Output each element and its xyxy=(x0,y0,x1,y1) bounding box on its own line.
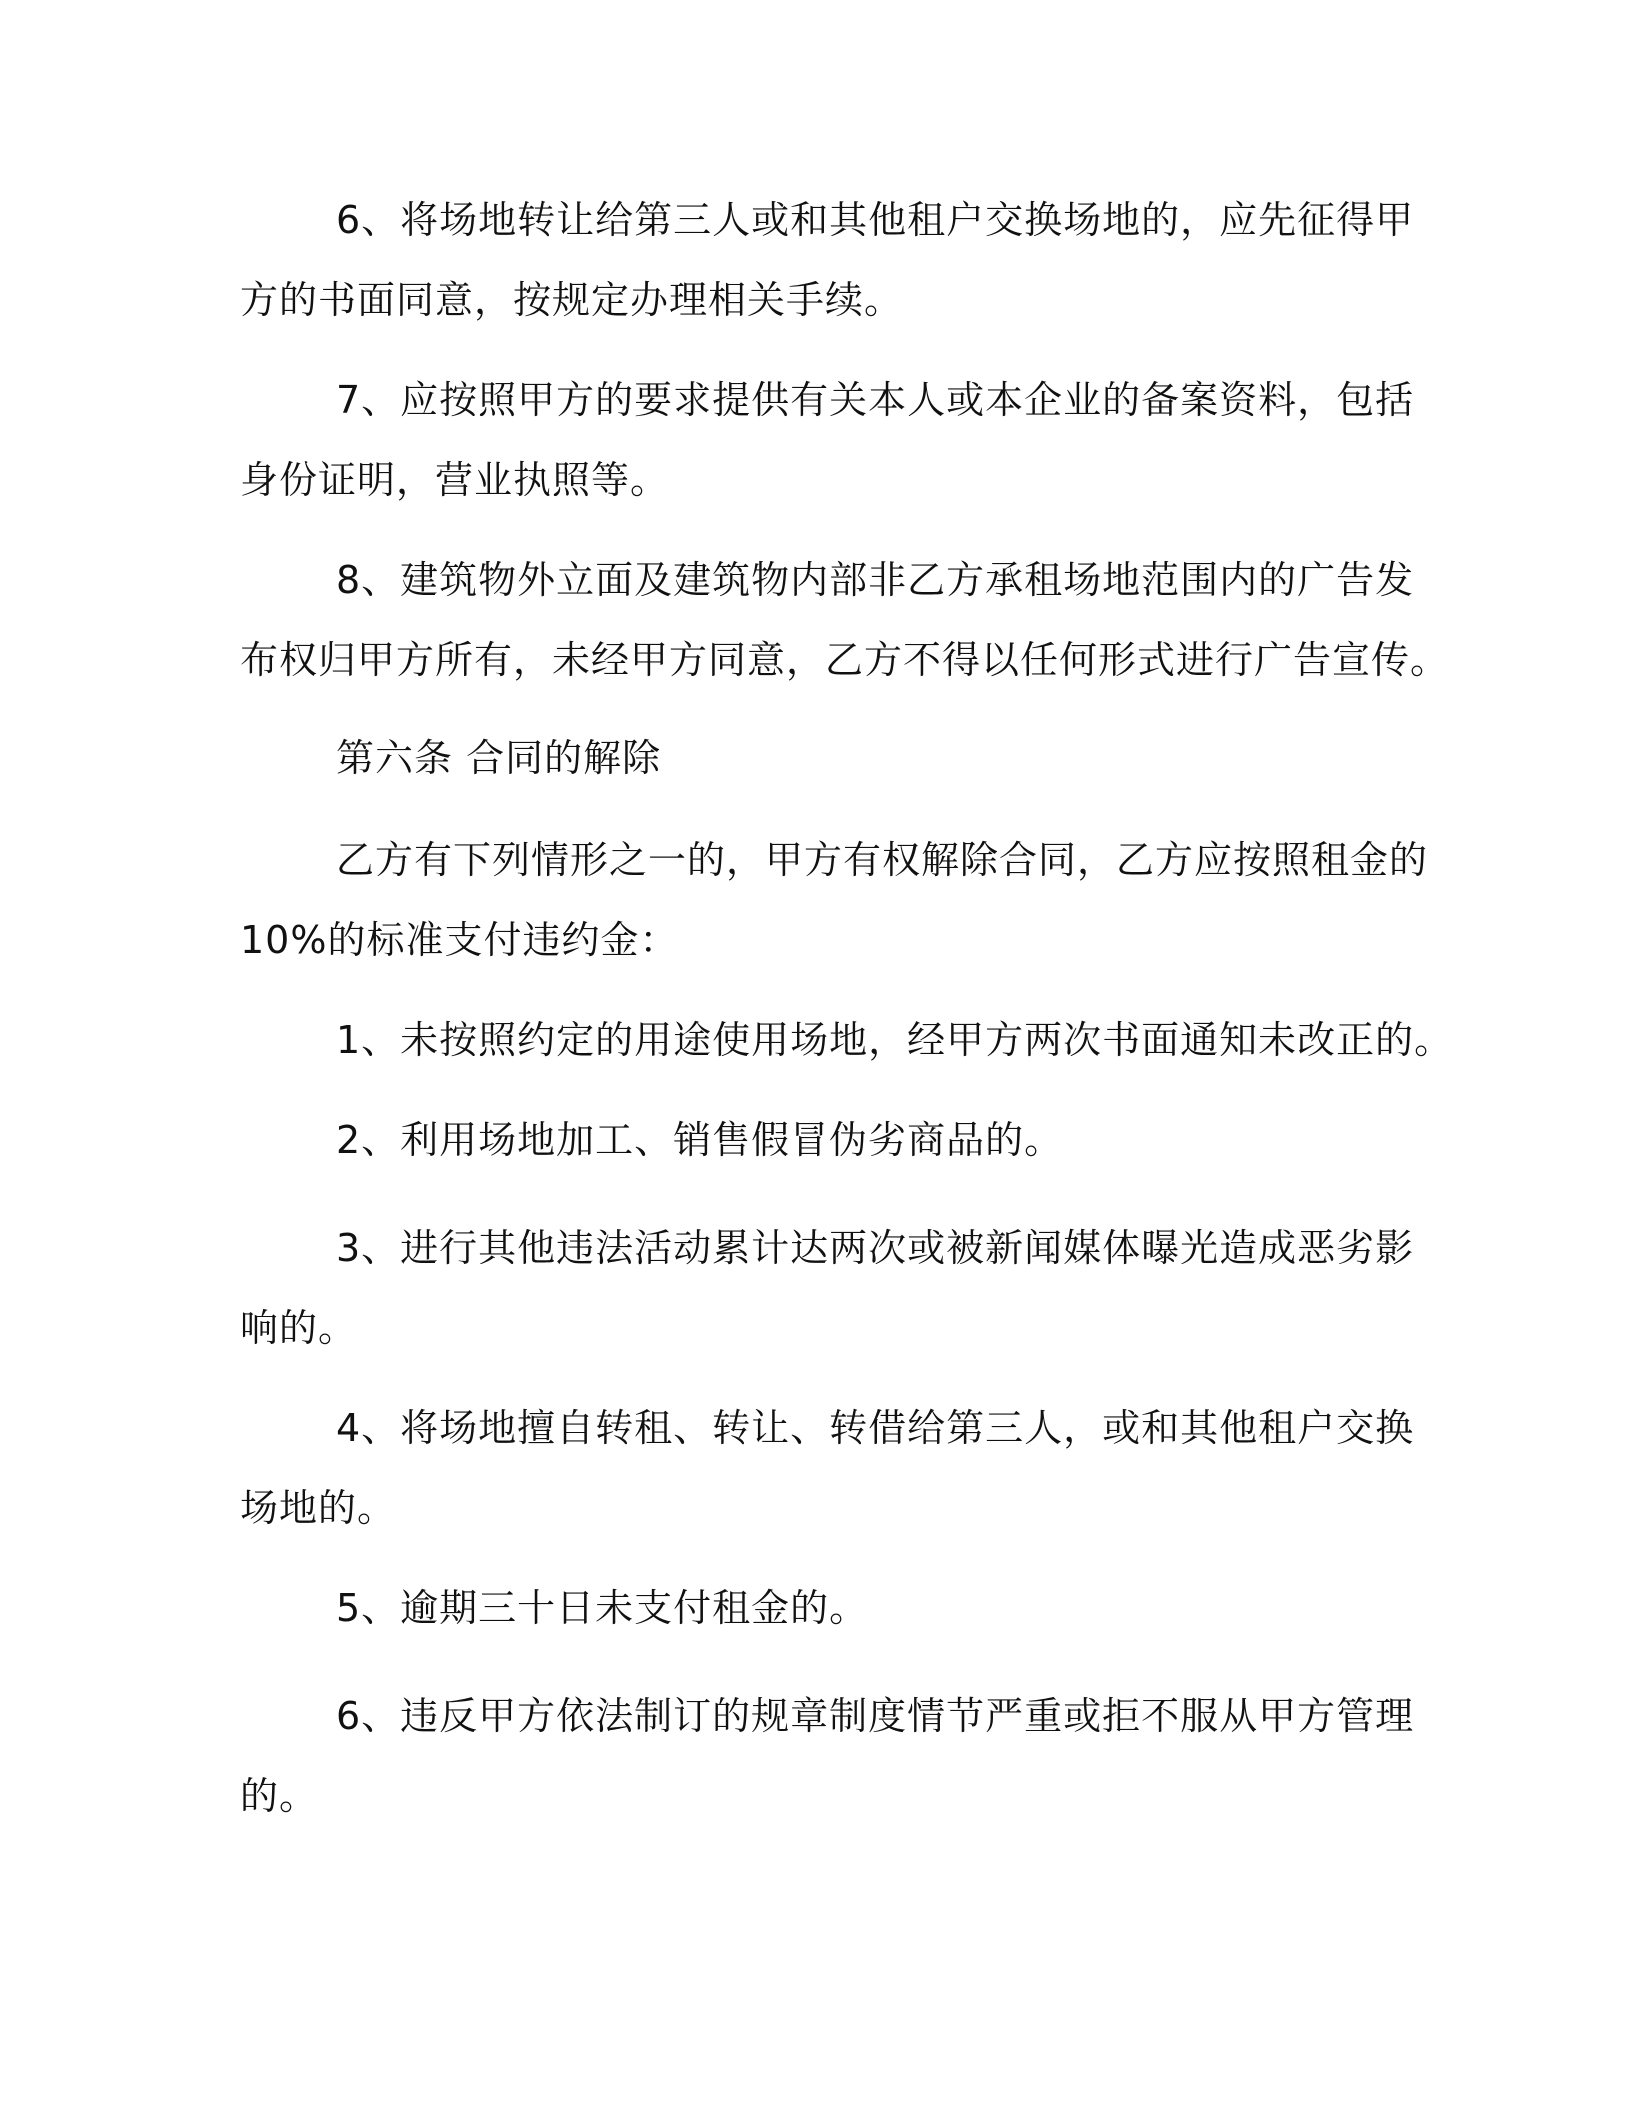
paragraph-line: 7、应按照甲方的要求提供有关本人或本企业的备案资料，包括 xyxy=(336,378,1415,422)
list-item xyxy=(240,1000,1454,1080)
paragraph-line: 2、利用场地加工、销售假冒伪劣商品的。 xyxy=(336,1118,1064,1162)
paragraph-line: 8、建筑物外立面及建筑物内部非乙方承租场地范围内的广告发 xyxy=(336,558,1415,602)
paragraph-line: 响的。 xyxy=(240,1306,358,1350)
paragraph-line: 6、将场地转让给第三人或和其他租户交换场地的，应先征得甲 xyxy=(336,198,1415,242)
paragraph-line: 10%的标准支付违约金： xyxy=(240,918,679,962)
clause-paragraph xyxy=(240,180,1415,340)
heading-text: 第六条 合同的解除 xyxy=(336,736,662,780)
list-item xyxy=(240,1388,1415,1548)
list-item xyxy=(240,1100,1380,1180)
paragraph-line: 身份证明，营业执照等。 xyxy=(240,458,670,502)
paragraph-line: 6、违反甲方依法制订的规章制度情节严重或拒不服从甲方管理 xyxy=(336,1694,1415,1738)
clause-paragraph xyxy=(240,820,1429,980)
paragraph-line: 布权归甲方所有，未经甲方同意，乙方不得以任何形式进行广告宣传。 xyxy=(240,638,1450,682)
clause-paragraph xyxy=(240,540,1450,700)
paragraph-line: 5、逾期三十日未支付租金的。 xyxy=(336,1586,869,1630)
paragraph-line: 场地的。 xyxy=(240,1486,397,1530)
paragraph-line: 1、未按照约定的用途使用场地，经甲方两次书面通知未改正的。 xyxy=(336,1018,1454,1062)
paragraph-line: 3、进行其他违法活动累计达两次或被新闻媒体曝光造成恶劣影 xyxy=(336,1226,1415,1270)
paragraph-line: 方的书面同意，按规定办理相关手续。 xyxy=(240,278,904,322)
paragraph-line: 乙方有下列情形之一的，甲方有权解除合同，乙方应按照租金的 xyxy=(336,838,1429,882)
paragraph-line: 4、将场地擅自转租、转让、转借给第三人，或和其他租户交换 xyxy=(336,1406,1415,1450)
clause-paragraph xyxy=(240,360,1415,520)
paragraph-line: 的。 xyxy=(240,1774,319,1818)
section-heading xyxy=(240,718,1380,798)
list-item xyxy=(240,1208,1415,1368)
list-item xyxy=(240,1568,1380,1648)
list-item xyxy=(240,1676,1415,1836)
